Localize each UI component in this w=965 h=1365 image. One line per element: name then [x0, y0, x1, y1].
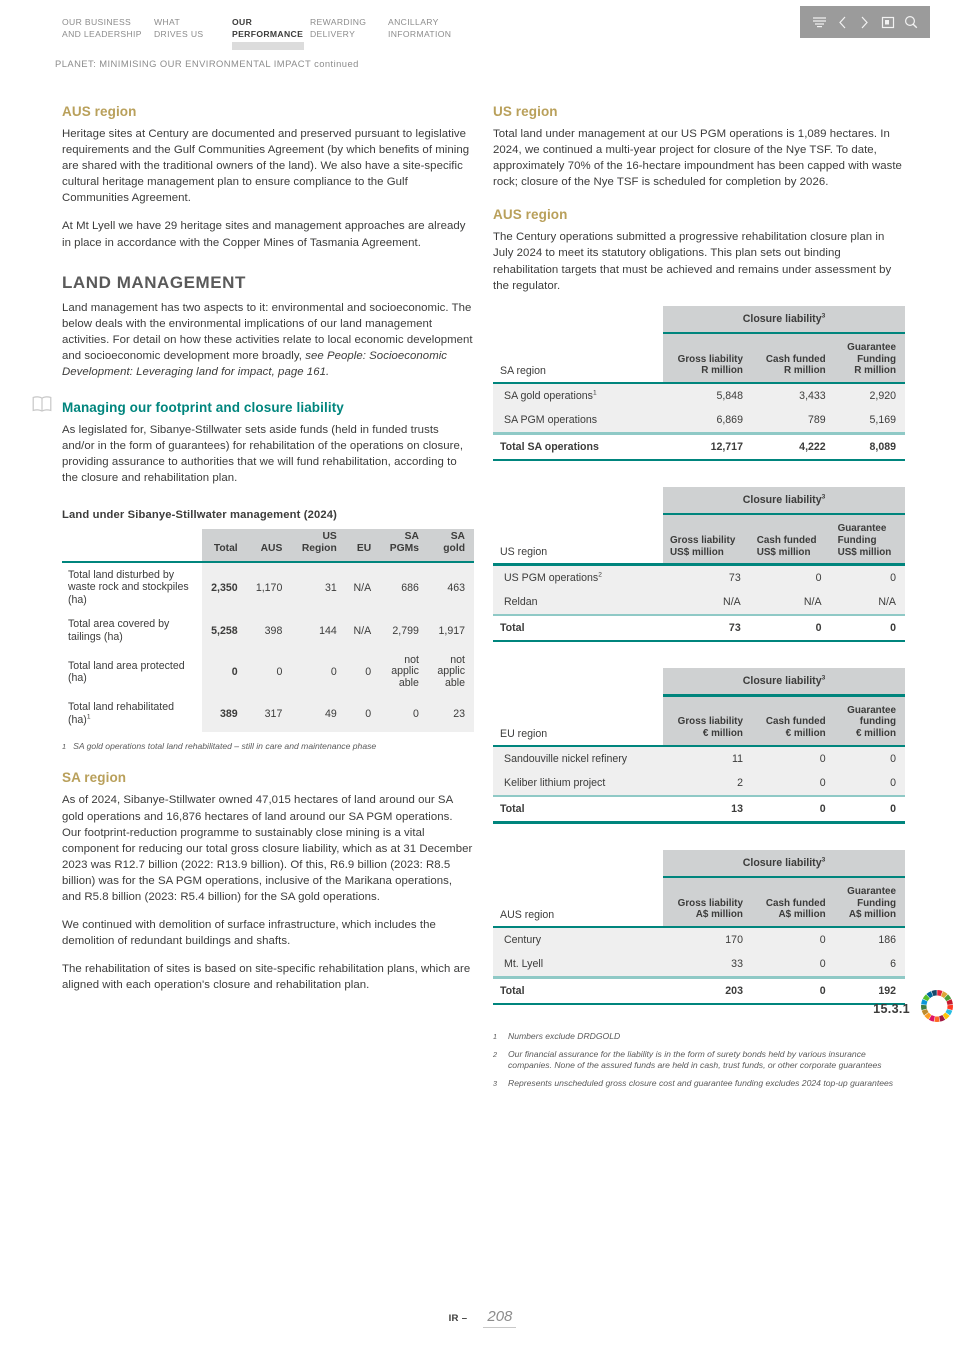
footnote-marker: 1 — [493, 1032, 497, 1042]
sdg-wheel-segment — [934, 1016, 939, 1022]
cell-text-line: able — [398, 676, 419, 689]
table-cell: 73 — [663, 566, 750, 590]
menu-icon[interactable] — [811, 14, 828, 31]
row-label: SA PGM operations — [493, 408, 663, 432]
table-cell: 11 — [663, 747, 752, 771]
bottom-rule-row — [493, 821, 905, 823]
top-navigation — [0, 0, 965, 69]
region-label: AUS region — [493, 878, 663, 926]
total-cell: 0 — [835, 797, 905, 821]
nav-tab-line2: PERFORMANCE — [232, 29, 304, 40]
row-label: Century — [493, 928, 663, 952]
bottom-rule-row — [493, 459, 905, 461]
span-header-superscript: 3 — [821, 312, 826, 320]
next-icon[interactable] — [856, 14, 873, 31]
table-cell: 398 — [247, 612, 292, 649]
table-cell: 0 — [247, 649, 292, 695]
subheader-cell-2 — [752, 878, 835, 926]
table-cell: 789 — [752, 408, 835, 432]
nav-tab-list — [62, 16, 480, 40]
aus-region-heading-right: AUS region — [493, 207, 568, 223]
subheader-line: US$ million — [756, 546, 811, 558]
table-row — [493, 952, 905, 976]
subheader-line: Gross liability — [677, 897, 743, 909]
table-row — [493, 590, 905, 614]
span-blank-cell — [493, 487, 663, 513]
table-cell: 5,258 — [202, 612, 247, 649]
row-label-superscript: 1 — [592, 389, 597, 397]
table-cell: 49 — [291, 695, 345, 732]
rule-line — [493, 640, 905, 642]
table-cell: 2,799 — [380, 612, 428, 649]
closure-liability-table-us — [493, 487, 905, 642]
span-header-row — [493, 306, 905, 332]
table-cell: 186 — [835, 928, 905, 952]
table-cell: 31 — [291, 563, 345, 612]
total-label: Total — [493, 797, 663, 821]
total-cell: 13 — [663, 797, 752, 821]
subheader-row — [493, 515, 905, 563]
region-label: US region — [493, 515, 663, 563]
table-row — [493, 384, 905, 408]
total-cell: 0 — [752, 979, 835, 1003]
table-cell: 0 — [750, 566, 831, 590]
header-label-cell — [62, 529, 202, 561]
subheader-row — [493, 697, 905, 745]
total-row — [493, 616, 905, 640]
rule-line — [493, 459, 905, 461]
table-cell: N/A — [750, 590, 831, 614]
subheader-line: A$ million — [848, 909, 896, 921]
footnote-text: Represents unscheduled gross closure cost and guarantee funding excludes 2024 top-up guarantees — [508, 1077, 894, 1088]
table-cell: 1,170 — [247, 563, 292, 612]
table-cell: 2 — [663, 771, 752, 795]
column-header-line2: gold — [443, 543, 465, 555]
row-label: Mt. Lyell — [493, 952, 663, 976]
prev-icon[interactable] — [834, 14, 851, 31]
total-cell: 203 — [663, 979, 752, 1003]
table-cell: 6,869 — [663, 408, 752, 432]
footnote — [493, 1078, 905, 1090]
nav-tab-line1: WHAT — [154, 17, 181, 27]
column-header-line1: SA — [404, 531, 419, 543]
running-head-main: PLANET: MINIMISING OUR ENVIRONMENTAL IMPACT — [55, 58, 315, 69]
span-header-superscript: 3 — [821, 674, 826, 682]
nav-tab-our[interactable] — [232, 16, 310, 40]
column-header-line1 — [205, 531, 238, 543]
table-cell: N/A — [346, 563, 380, 612]
land-table-title: Land under Sibanye-Stillwater management (2024) — [62, 508, 337, 521]
table-row — [493, 408, 905, 432]
span-header-row — [493, 487, 905, 513]
page-footer — [0, 1308, 965, 1328]
footnote — [493, 1049, 905, 1072]
subheader-line: US$ million — [670, 546, 724, 558]
subheader-line: Gross liability — [670, 535, 736, 547]
table-cell: 1,917 — [428, 612, 474, 649]
column-header-line2: AUS — [260, 543, 283, 555]
subheader-line: R million — [701, 365, 743, 377]
bottom-rule-row — [493, 640, 905, 642]
total-row — [493, 979, 905, 1003]
nav-tab-line2: DELIVERY — [310, 29, 356, 40]
row-label: Total land disturbed by waste rock and stockpiles (ha) — [68, 568, 189, 606]
table-row — [62, 695, 474, 732]
sdg-wheel-icon — [919, 988, 955, 1029]
total-label: Total SA operations — [493, 435, 663, 459]
search-icon[interactable] — [902, 14, 919, 31]
subheader-line: Funding — [857, 897, 896, 909]
table-cell: 5,848 — [663, 384, 752, 408]
sdg-indicator-number: 15.3.1 — [873, 1001, 910, 1016]
subheader-line: Cash funded — [756, 535, 817, 547]
subheader-line: € million — [702, 728, 743, 740]
cell-text-line: applic — [391, 665, 419, 678]
cell-text-line: not — [450, 653, 465, 666]
total-cell: 12,717 — [663, 435, 752, 459]
row-label: Keliber lithium project — [493, 771, 663, 795]
subheader-line: Cash funded — [765, 716, 826, 728]
subheader-line: € million — [855, 728, 896, 740]
row-label: SA gold operations$^1$ — [493, 384, 663, 408]
total-cell: 0 — [750, 616, 831, 640]
subheader-cell-3 — [835, 697, 905, 745]
nav-tab-our-business[interactable] — [62, 16, 154, 40]
row-label-superscript: 2 — [598, 571, 602, 579]
report-label: IR – — [448, 1313, 468, 1324]
nav-tab-line2: DRIVES US — [154, 29, 204, 40]
table-cell: 2,920 — [835, 384, 905, 408]
table-cell: 0 — [831, 566, 905, 590]
active-tab-indicator — [232, 42, 304, 50]
nav-tab-rewarding[interactable] — [310, 16, 388, 40]
total-cell: 0 — [752, 797, 835, 821]
footnote-marker: 1 — [62, 741, 67, 751]
us-region-heading: US region — [493, 104, 558, 119]
region-label: SA region — [493, 334, 663, 382]
table-cell: 0 — [752, 928, 835, 952]
land-paragraph-italic-reference: see People: Socioeconomic Development: Leveraging land for impact, page 161. — [62, 349, 448, 379]
sa-paragraph-1: As of 2024, Sibanye-Stillwater owned 47,015 hectares of land around our SA gold operations and 16,876 hectares of land around our SA PGM operations. Our footprint-reduction programme to sustainably close mining is a vital component for reducing our total gross closure liability, which as at 31 December 2023 was R12.7 billion (2022: R13.9 billion). Of this, R6.9 billion (2023: R8.5 billion) was for the SA PGM operations, inclusive of the Marikana operations, and R5.8 billion (2023: R5.4 billion) for the SA gold operations. — [62, 794, 473, 904]
book-icon — [31, 394, 53, 414]
footnote-text: Numbers exclude DRDGOLD — [508, 1031, 621, 1042]
footnote-text: SA gold operations total land rehabilitated – still in care and maintenance phase — [73, 740, 377, 751]
table-row — [62, 563, 474, 612]
column-header-2 — [247, 529, 292, 561]
column-header-line2: PGMs — [389, 543, 419, 555]
table-cell — [380, 649, 428, 695]
table-row — [493, 566, 905, 590]
table-cell: 686 — [380, 563, 428, 612]
nav-tab-what[interactable] — [154, 16, 232, 40]
footnote — [493, 1031, 905, 1043]
viewer-toolbar — [800, 6, 930, 38]
subheader-line: Cash funded — [765, 897, 826, 909]
page-number: 208 — [483, 1308, 516, 1328]
aus-right-paragraph-1: The Century operations submitted a progressive rehabilitation closure plan in July 2024 to meet its statutory obligations. This plan sets out binding rehabilitation targets that must be achieved and remains under assessment by the regulator. — [493, 231, 892, 292]
land-management-table — [62, 529, 474, 732]
subheader-cell-2 — [752, 334, 835, 382]
subheader-cell-1 — [663, 697, 752, 745]
subheader-line: US$ million — [837, 546, 892, 558]
table-cell: 170 — [663, 928, 752, 952]
aus-paragraph-1: Heritage sites at Century are documented and preserved pursuant to legislative requirements and the Gulf Communities Agreement (by which benefits of mining are shared with the traditional owners of the land). We also have a site-specific cultural heritage management plan to ensure compliance to the Gulf Communities Agreement. — [62, 128, 470, 205]
subheader-line: funding — [859, 716, 896, 728]
row-label: US PGM operations$^2$ — [493, 566, 663, 590]
table-cell: 6 — [835, 952, 905, 976]
right-column — [493, 104, 905, 1096]
table-cell: 389 — [202, 695, 247, 732]
table-cell: 463 — [428, 563, 474, 612]
sdg-wheel-segment — [947, 1005, 953, 1010]
subheader-line: Cash funded — [765, 353, 826, 365]
table-header-row — [62, 529, 474, 561]
column-header-6 — [428, 529, 474, 561]
table-cell: 0 — [752, 952, 835, 976]
subheader-line: € million — [785, 728, 826, 740]
subheader-line: Guarantee — [847, 704, 896, 716]
table-cell: 0 — [835, 771, 905, 795]
row-label: Total land area protected (ha) — [68, 659, 185, 685]
subheader-line: R million — [854, 365, 896, 377]
column-header-line2: EU — [356, 543, 372, 555]
nav-tab-line2: INFORMATION — [388, 29, 452, 40]
nav-tab-line1: ANCILLARY — [388, 17, 439, 27]
column-header-line1 — [250, 531, 283, 543]
footnote-text: Our financial assurance for the liability is in the form of surety bonds held by various insurance companies. None of the assured funds are held in cash, trust funds, or other corporate guarantees — [508, 1048, 882, 1071]
total-row — [493, 797, 905, 821]
total-cell: 73 — [663, 616, 750, 640]
nav-tab-ancillary[interactable] — [388, 16, 480, 40]
table-cell: 0 — [202, 649, 247, 695]
total-label: Total — [493, 979, 663, 1003]
span-header-row — [493, 850, 905, 876]
total-cell: 192 — [835, 979, 905, 1003]
total-cell: 0 — [831, 616, 905, 640]
table-row — [62, 612, 474, 649]
subheader-line: A$ million — [778, 909, 826, 921]
span-blank-cell — [493, 668, 663, 694]
sdg-wheel-segment — [921, 1005, 927, 1010]
aus-region-heading-left: AUS region — [62, 104, 137, 119]
subheader-line: Funding — [857, 353, 896, 365]
total-cell: 8,089 — [835, 435, 905, 459]
subheader-row — [493, 334, 905, 382]
subheader-cell-2 — [750, 515, 831, 563]
land-paragraph-plain: Land management has two aspects to it: environmental and socioeconomic. The below deals with the environmental implications of our land management activities. For detail on how these activities relate to local economic development and socioeconomic development more broadly, — [62, 301, 473, 362]
sa-paragraph-3: The rehabilitation of sites is based on site-specific rehabilitation plans, which are aligned with each operation's closure and rehabilitation plan. — [62, 963, 471, 992]
rule-line — [493, 821, 905, 823]
table-cell: 0 — [380, 695, 428, 732]
sdg-indicator-row — [873, 988, 955, 1029]
span-header-label: Closure liability$^3$ — [663, 668, 905, 694]
cell-text-line: applic — [437, 665, 465, 678]
column-header-line1 — [349, 531, 371, 543]
span-header-label: Closure liability$^3$ — [663, 487, 905, 513]
table-cell: 0 — [346, 649, 380, 695]
managing-footprint-paragraph: As legislated for, Sibanye-Stillwater sets aside funds (held in funded trusts and/or in the form of guarantees) for rehabilitation of the operations on closure, providing assurance to authorities that we will fund rehabilitation, according to the closure and rehabilitation plan. — [62, 424, 464, 485]
aus-paragraph-2: At Mt Lyell we have 29 heritage sites and management approaches are already in place in accordance with the Copper Mines of Tasmania Agreement. — [62, 220, 466, 249]
row-label-superscript: 1 — [86, 713, 91, 721]
land-table-footnote — [62, 741, 474, 753]
running-head — [55, 58, 359, 69]
table-cell: 2,350 — [202, 563, 247, 612]
right-footnotes — [493, 1031, 905, 1089]
table-cell: 144 — [291, 612, 345, 649]
table-row — [493, 771, 905, 795]
subheader-cell-1 — [663, 334, 752, 382]
column-header-line2: Total — [213, 543, 238, 555]
column-header-4 — [346, 529, 380, 561]
span-header-label: Closure liability$^3$ — [663, 850, 905, 876]
table-cell: 0 — [291, 649, 345, 695]
sa-paragraph-2: We continued with demolition of surface infrastructure, which includes the demolition of redundant buildings and shafts. — [62, 919, 436, 948]
subheader-cell-1 — [663, 515, 750, 563]
subheader-line: Gross liability — [677, 353, 743, 365]
total-row — [493, 435, 905, 459]
sa-region-heading: SA region — [62, 770, 127, 786]
span-blank-cell — [493, 850, 663, 876]
subheader-cell-1 — [663, 878, 752, 926]
span-header-label: Closure liability$^3$ — [663, 306, 905, 332]
column-header-line1: US — [322, 531, 337, 543]
fullscreen-icon[interactable] — [879, 14, 896, 31]
subheader-row — [493, 878, 905, 926]
table-cell: N/A — [831, 590, 905, 614]
table-cell: N/A — [346, 612, 380, 649]
row-label: Total land rehabilitated (ha)$^1$ — [68, 701, 175, 726]
us-paragraph-1: Total land under management at our US PGM operations is 1,089 hectares. In 2024, we continued a multi-year project for closure of the Nye TSF. To date, approximately 70% of the 16-hectare impoundment has been capped with waste rock; closure of the Nye TSF is scheduled for completion by 2026. — [493, 128, 902, 189]
nav-tab-line1: OUR BUSINESS — [62, 17, 132, 27]
span-header-row — [493, 668, 905, 694]
land-management-heading: LAND MANAGEMENT — [62, 272, 246, 292]
subheader-line: R million — [783, 365, 826, 377]
subheader-line: Gross liability — [677, 716, 743, 728]
nav-tab-line2: AND LEADERSHIP — [62, 29, 142, 40]
table-cell: 317 — [247, 695, 292, 732]
row-label: Sandouville nickel refinery — [493, 747, 663, 771]
span-blank-cell — [493, 306, 663, 332]
table-cell: N/A — [663, 590, 750, 614]
nav-tab-line1: OUR — [232, 17, 253, 27]
subheader-line: Funding — [837, 535, 877, 547]
table-cell: 3,433 — [752, 384, 835, 408]
bottom-rule-row — [493, 1003, 905, 1005]
subheader-cell-2 — [752, 697, 835, 745]
table-row — [493, 928, 905, 952]
closure-liability-table-sa — [493, 306, 905, 461]
table-row — [493, 747, 905, 771]
subheader-line: Guarantee — [847, 886, 896, 898]
table-row — [62, 649, 474, 695]
column-header-line1: SA — [450, 531, 465, 543]
subheader-cell-3 — [835, 334, 905, 382]
footnote-marker: 2 — [493, 1049, 497, 1059]
table-cell: 5,169 — [835, 408, 905, 432]
region-label: EU region — [493, 697, 663, 745]
closure-liability-table-eu — [493, 668, 905, 823]
closure-liability-tables — [493, 306, 905, 1005]
footnote-marker: 3 — [493, 1078, 497, 1088]
column-header-1 — [202, 529, 247, 561]
table-cell: 0 — [346, 695, 380, 732]
table-cell: 0 — [835, 747, 905, 771]
total-label: Total — [493, 616, 663, 640]
column-header-line2: Region — [301, 543, 337, 555]
column-header-5 — [380, 529, 428, 561]
cell-text-line: able — [444, 676, 465, 689]
span-header-superscript: 3 — [821, 493, 826, 501]
table-cell: 33 — [663, 952, 752, 976]
cell-text-line: not — [404, 653, 419, 666]
subheader-cell-3 — [831, 515, 905, 563]
rule-line — [493, 1003, 905, 1005]
span-header-superscript: 3 — [821, 856, 826, 864]
land-management-paragraph — [62, 300, 474, 380]
nav-tab-line1: REWARDING — [310, 17, 367, 27]
table-cell — [428, 649, 474, 695]
table-cell: 0 — [752, 771, 835, 795]
total-cell: 4,222 — [752, 435, 835, 459]
row-label: Total area covered by tailings (ha) — [68, 618, 170, 643]
subheader-line: A$ million — [695, 909, 743, 921]
managing-footprint-heading: Managing our footprint and closure liability — [62, 400, 344, 416]
subheader-line: Guarantee — [847, 342, 896, 354]
table-cell: 0 — [752, 747, 835, 771]
running-head-continued: continued — [314, 58, 359, 69]
subheader-cell-3 — [835, 878, 905, 926]
table-cell: 23 — [428, 695, 474, 732]
closure-liability-table-aus — [493, 850, 905, 1005]
row-label: Reldan — [493, 590, 663, 614]
left-column — [62, 104, 474, 1005]
subheader-line: Guarantee — [837, 523, 887, 535]
column-header-3 — [291, 529, 345, 561]
